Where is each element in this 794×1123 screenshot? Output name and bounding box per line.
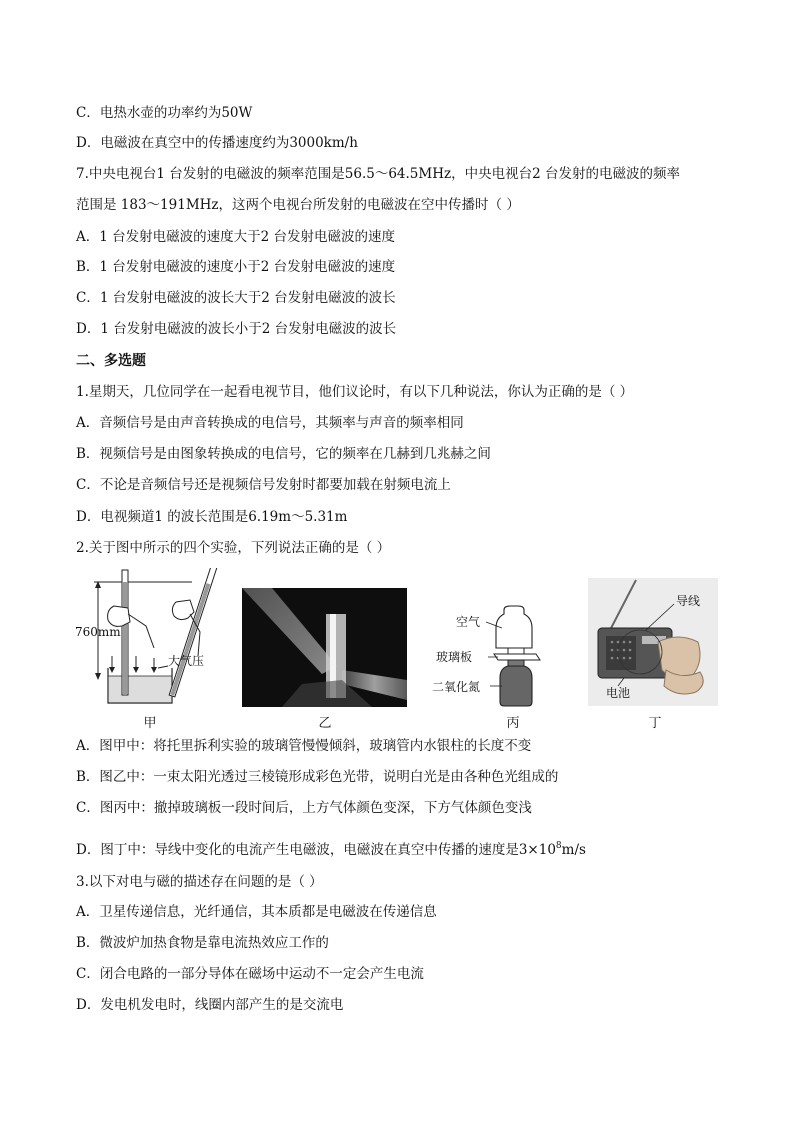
mq1-stem: 1.星期天，几位同学在一起看电视节目，他们议论时，有以下几种说法，你认为正确的是（ ） — [76, 384, 634, 400]
mq1-option-a: A．音频信号是由声音转换成的电信号，其频率与声音的频率相同 — [76, 415, 464, 431]
mq2-option-d — [76, 836, 586, 860]
mq2-option-b: B．图乙中：一束太阳光透过三棱镜形成彩色光带，说明白光是由各种色光组成的 — [76, 769, 559, 785]
mq3-option-c: C．闭合电路的一部分导体在磁场中运动不一定会产生电流 — [76, 966, 424, 982]
glass-plate-label: 玻璃板 — [436, 650, 473, 664]
q7-stem-line2: 范围是 183～191MHz，这两个电视台所发射的电磁波在空中传播时（ ） — [76, 197, 520, 213]
q7-option-b: B．1 台发射电磁波的速度小于2 台发射电磁波的速度 — [76, 259, 396, 275]
q7-stem-line1: 7.中央电视台1 台发射的电磁波的频率范围是56.5～64.5MHz，中央电视台2 台发射的电磁波的频率 — [76, 166, 680, 182]
figure-yi-caption: 乙 — [318, 716, 332, 731]
atmospheric-pressure-label: 大气压 — [168, 654, 205, 668]
nitrogen-dioxide-label: 二氧化氮 — [432, 680, 481, 694]
wire-label: 导线 — [676, 594, 701, 608]
height-label-760mm: 760mm — [75, 625, 121, 639]
figure-jia-caption: 甲 — [143, 716, 157, 731]
q7-option-a: A．1 台发射电磁波的速度大于2 台发射电磁波的速度 — [76, 229, 396, 245]
figure-bing — [428, 604, 558, 708]
figure-jia — [72, 568, 222, 708]
mq1-option-c: C．不论是音频信号还是视频信号发射时都要加载在射频电流上 — [76, 477, 451, 493]
figure-yi — [242, 588, 407, 707]
mq3-option-b: B．微波炉加热食物是靠电流热效应工作的 — [76, 935, 329, 951]
mq1-option-d: D．电视频道1 的波长范围是6.19m～5.31m — [76, 509, 348, 525]
section-title: 二、多选题 — [76, 353, 146, 369]
q7-option-c: C．1 台发射电磁波的波长大于2 台发射电磁波的波长 — [76, 290, 396, 306]
mq3-option-d: D．发电机发电时，线圈内部产生的是交流电 — [76, 997, 344, 1013]
q7-option-d: D．1 台发射电磁波的波长小于2 台发射电磁波的波长 — [76, 321, 397, 337]
battery-label: 电池 — [606, 686, 631, 700]
mq2-option-d-unit: m/s — [561, 842, 586, 858]
mq3-stem: 3.以下对电与磁的描述存在问题的是（ ） — [76, 874, 323, 890]
mq1-option-b: B．视频信号是由图象转换成的电信号，它的频率在几赫到几兆赫之间 — [76, 446, 491, 462]
mq2-option-d-text: D．图丁中：导线中变化的电流产生电磁波，电磁波在真空中传播的速度是3×10 — [76, 842, 556, 858]
figure-ding — [588, 578, 718, 706]
prism-dispersion-photo — [242, 588, 407, 707]
mq2-option-d-exponent: 8 — [555, 841, 562, 851]
q6-option-c: C．电热水壶的功率约为50W — [76, 105, 253, 121]
figure-bing-caption: 丙 — [506, 716, 520, 731]
mq3-option-a: A．卫星传递信息，光纤通信，其本质都是电磁波在传递信息 — [76, 904, 437, 920]
figure-ding-caption: 丁 — [648, 716, 662, 731]
q6-option-d: D．电磁波在真空中的传播速度约为3000km/h — [76, 135, 358, 151]
mq2-stem: 2.关于图中所示的四个实验，下列说法正确的是（ ） — [76, 540, 391, 556]
mq2-option-a: A．图甲中：将托里拆利实验的玻璃管慢慢倾斜，玻璃管内水银柱的长度不变 — [76, 738, 532, 754]
air-label: 空气 — [456, 615, 481, 629]
mq2-option-c: C．图丙中：撤掉玻璃板一段时间后，上方气体颜色变深，下方气体颜色变浅 — [76, 800, 532, 816]
